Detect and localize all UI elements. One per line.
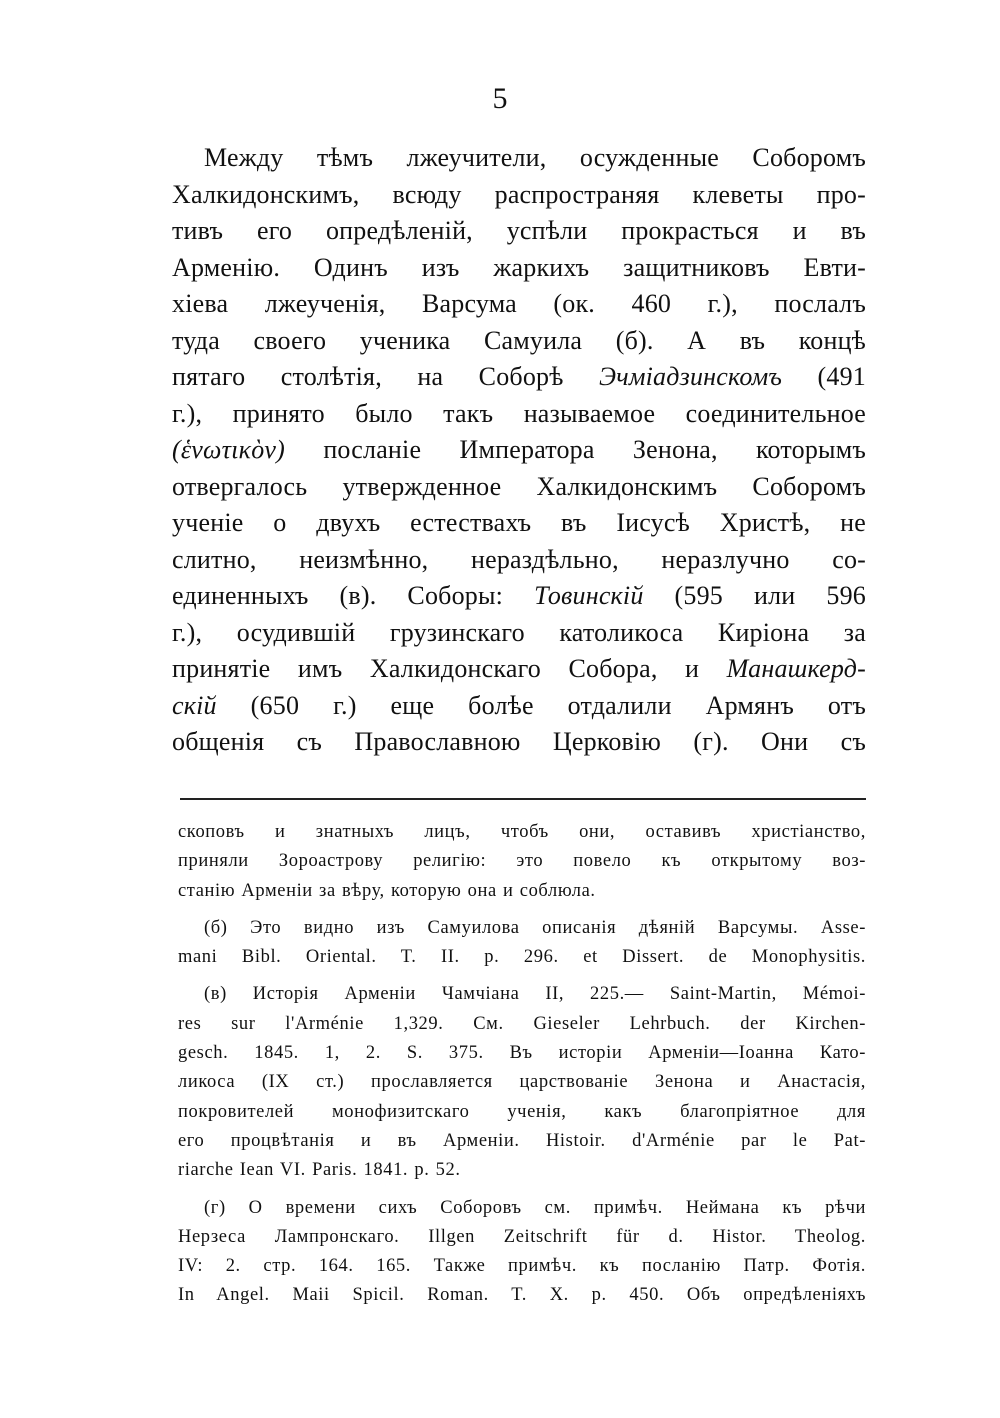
footnote-gap (178, 906, 866, 914)
text-line: г.), принято было такъ называемое соединительное (172, 398, 866, 428)
text-line: г.), осудившій грузинскаго католикоса Киріона за (172, 617, 866, 647)
text-line (172, 432, 866, 469)
text-line: слитно, неизмѣнно, нераздѣльно, неразлучно со- (172, 544, 866, 574)
footnote-line: станію Арменіи за вѣру, которую она и соблюла. (178, 880, 596, 901)
footnote-line: покровителей монофизитскаго ученія, какъ благопріятное для (178, 1101, 866, 1122)
page-number: 5 (492, 82, 508, 115)
text-line: ученіе о двухъ естествахъ въ Іисусѣ Христѣ, не (172, 508, 866, 537)
footnote-line: (г) О времени сихъ Соборовъ см. примѣч. Неймана къ рѣчи (204, 1197, 866, 1218)
italic-term: скій (172, 690, 217, 720)
text-line: туда своего ученика Самуила (б). А въ концѣ (172, 325, 866, 355)
footnote-line: (в) Исторія Арменіи Чамчіана II, 225.— Saint-Martin, Mémoi- (204, 984, 866, 1005)
text-line (172, 578, 866, 615)
footnote-gap (178, 972, 866, 980)
footnote-line: его процвѣтанія и въ Арменіи. Histoir. d'Arménie par le Pat- (178, 1130, 866, 1151)
footnote-line: (б) Это видно изъ Самуилова описанія дѣяній Варсумы. Asse- (204, 917, 866, 938)
italic-term: Эчміадзинскомъ (599, 362, 783, 391)
footnote-line: mani Bibl. Oriental. T. II. p. 296. et Dissert. de Monophysitis. (178, 947, 866, 968)
footnotes (178, 818, 866, 1311)
text-segment: принятіе имъ Халкидонскаго Собора, и (172, 654, 727, 683)
footnote-line: скоповъ и знатныхъ лицъ, чтобъ они, оставивъ христіанство, (178, 822, 866, 842)
text-line: хіева лжеученія, Варсума (ок. 460 г.), послалъ (172, 289, 866, 318)
text-segment: единенныхъ (в). Соборы: (172, 581, 535, 610)
text-segment: (650 г.) еще болѣе отдалили Армянъ отъ (216, 690, 866, 720)
footnote-line: gesch. 1845. 1, 2. S. 375. Въ исторіи Арменіи—Іоанна Като- (178, 1043, 866, 1064)
footnote-line: IV: 2. стр. 164. 165. Также примѣч. къ посланію Патр. Фотія. (178, 1256, 866, 1277)
main-text (172, 140, 866, 761)
text-line (172, 359, 866, 396)
footnote-gap (178, 1186, 866, 1194)
footnote-line: In Angel. Maii Spicil. Roman. T. X. p. 450. Объ опредѣленіяхъ (178, 1285, 866, 1306)
footnote-line: Нерзеса Лампронскаго. Illgen Zeitschrift für d. Histor. Theolog. (178, 1226, 866, 1247)
italic-term: Манашкерд- (726, 654, 866, 683)
text-segment: (595 или 596 (643, 581, 867, 610)
footnote-line: res sur l'Arménie 1,329. См. Gieseler Lehrbuch. der Kirchen- (178, 1013, 866, 1034)
text-line: тивъ его опредѣленій, успѣли прокрасться и въ (172, 216, 866, 245)
footnote-line: приняли Зороастрову религію: это повело къ открытому воз- (178, 851, 866, 872)
text-line: Между тѣмъ лжеучители, осужденные Соборомъ (204, 143, 866, 172)
text-segment: (491 (782, 362, 866, 391)
text-segment: пятаго столѣтія, на Соборѣ (172, 362, 600, 391)
footnote-line: ликоса (IX ст.) прославляется царствованіе Зенона и Анастасія, (178, 1072, 866, 1093)
text-line: общенія съ Православною Церковію (г). Они съ (172, 727, 866, 756)
text-segment: посланіе Императора Зенона, которымъ (285, 435, 866, 464)
text-line: Халкидонскимъ, всюду распространяя клеветы про- (172, 179, 866, 209)
text-line: Арменію. Одинъ изъ жаркихъ защитниковъ Евти- (172, 252, 866, 282)
text-line (172, 651, 866, 688)
greek-term: (ἑνωτικὸν) (172, 435, 286, 464)
italic-term: Товинскій (534, 581, 644, 610)
footnote-line: riarche Iean VI. Paris. 1841. p. 52. (178, 1160, 461, 1181)
text-line: отвергалось утвержденное Халкидонскимъ Соборомъ (172, 471, 866, 501)
footnote-divider (180, 798, 866, 800)
text-line (172, 688, 866, 725)
